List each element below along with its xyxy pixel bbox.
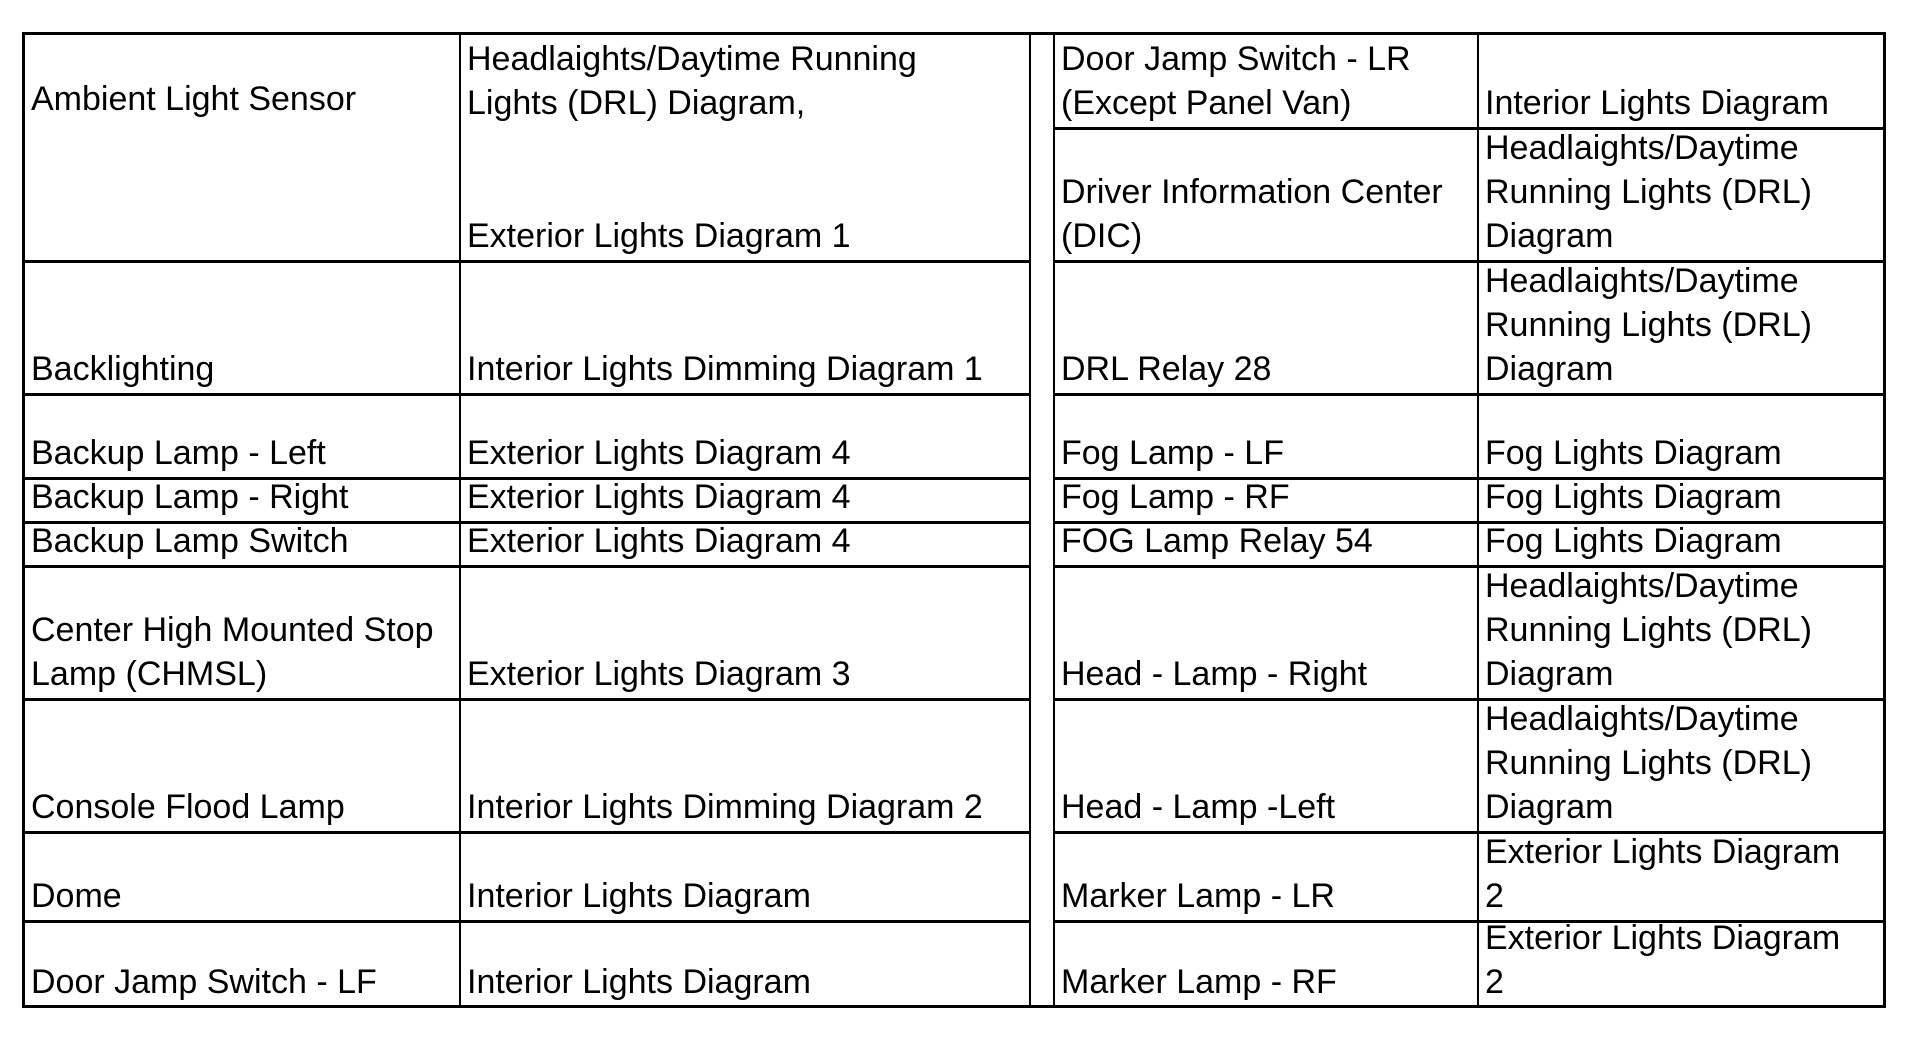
diagram-text: Headlaights/Daytime Running Lights (DRL) Diagram [1485, 263, 1812, 388]
component-text: DRL Relay 28 [1061, 350, 1272, 388]
diagram-text: Interior Lights Diagram [1485, 84, 1829, 122]
component-cell [25, 524, 459, 565]
diagram-text: Exterior Lights Diagram 4 [467, 480, 851, 516]
diagram-text: Fog Lights Diagram [1485, 524, 1782, 560]
diagram-text: Fog Lights Diagram [1485, 434, 1782, 472]
diagram-text: Interior Lights Dimming Diagram 2 [467, 788, 983, 826]
component-text: Head - Lamp - Right [1061, 655, 1368, 693]
diagram-cell [461, 923, 1029, 1006]
diagram-cell [461, 480, 1029, 521]
diagram-text: Fog Lights Diagram [1485, 480, 1782, 516]
diagram-cell [1479, 35, 1884, 127]
diagram-cell [461, 35, 1029, 260]
component-cell [1055, 35, 1477, 127]
component-text: Marker Lamp - LR [1061, 877, 1335, 915]
diagram-text: Interior Lights Dimming Diagram 1 [467, 350, 983, 388]
component-text: Dome [31, 877, 122, 915]
diagram-cell [1479, 480, 1884, 521]
diagram-text: Exterior Lights Diagram 2 [1485, 834, 1841, 915]
component-text: Backup Lamp - Left [31, 434, 326, 472]
component-text: Driver Information Center (DIC) [1061, 173, 1443, 255]
diagram-cell [461, 396, 1029, 477]
component-cell [25, 396, 459, 477]
diagram-text: Exterior Lights Diagram 1 [467, 217, 851, 255]
component-text: Backlighting [31, 350, 215, 388]
diagram-cell [461, 524, 1029, 565]
component-cell [1055, 480, 1477, 521]
component-text: Head - Lamp -Left [1061, 788, 1336, 826]
diagram-cell [1479, 130, 1884, 260]
component-text: Center High Mounted Stop Lamp (CHMSL) [31, 611, 434, 693]
component-cell [1055, 396, 1477, 477]
diagram-cell [1479, 524, 1884, 565]
diagram-text: Interior Lights Diagram [467, 963, 811, 1001]
lighting-index-table [22, 32, 1886, 1008]
component-cell [25, 480, 459, 521]
diagram-text: Exterior Lights Diagram 2 [1485, 923, 1841, 1001]
component-text: Console Flood Lamp [31, 788, 345, 826]
component-text: Fog Lamp - LF [1061, 434, 1284, 472]
diagram-cell [461, 263, 1029, 393]
diagram-text: Headlaights/Daytime Running Lights (DRL) Diagram [1485, 701, 1812, 826]
diagram-cell [1479, 568, 1884, 698]
component-cell [25, 923, 459, 1006]
diagram-text: Exterior Lights Diagram 3 [467, 655, 851, 693]
component-cell [1055, 701, 1477, 831]
diagram-text: Interior Lights Diagram [467, 877, 811, 915]
component-cell [25, 568, 459, 698]
diagram-cell [461, 568, 1029, 698]
diagram-text: Headlaights/Daytime Running Lights (DRL) Diagram [1485, 130, 1812, 255]
diagram-cell [1479, 263, 1884, 393]
component-text: Ambient Light Sensor [31, 80, 357, 118]
component-cell [1055, 568, 1477, 698]
component-text: Door Jamp Switch - LF [31, 963, 377, 1001]
component-cell [1055, 923, 1477, 1006]
component-text: Door Jamp Switch - LR (Except Panel Van) [1061, 40, 1411, 122]
component-cell [25, 263, 459, 393]
component-cell [1055, 263, 1477, 393]
component-text: FOG Lamp Relay 54 [1061, 524, 1373, 560]
diagram-text: Headlaights/Daytime Running Lights (DRL) Diagram [1485, 568, 1812, 693]
diagram-cell [1479, 923, 1884, 1006]
diagram-cell [1479, 834, 1884, 920]
component-text: Backup Lamp - Right [31, 480, 349, 516]
component-text: Fog Lamp - RF [1061, 480, 1290, 516]
column-divider [1029, 35, 1031, 1005]
diagram-cell [1479, 396, 1884, 477]
diagram-cell [1479, 701, 1884, 831]
component-cell [25, 834, 459, 920]
component-cell [1055, 834, 1477, 920]
diagram-text: Exterior Lights Diagram 4 [467, 434, 851, 472]
component-text: Marker Lamp - RF [1061, 963, 1337, 1001]
component-cell [1055, 524, 1477, 565]
diagram-cell [461, 701, 1029, 831]
component-cell [25, 35, 459, 260]
component-cell [25, 701, 459, 831]
diagram-cell [461, 834, 1029, 920]
component-text: Backup Lamp Switch [31, 524, 349, 560]
component-cell [1055, 130, 1477, 260]
diagram-text: Headlaights/Daytime Running Lights (DRL) Diagram, [467, 40, 917, 122]
diagram-text: Exterior Lights Diagram 4 [467, 524, 851, 560]
